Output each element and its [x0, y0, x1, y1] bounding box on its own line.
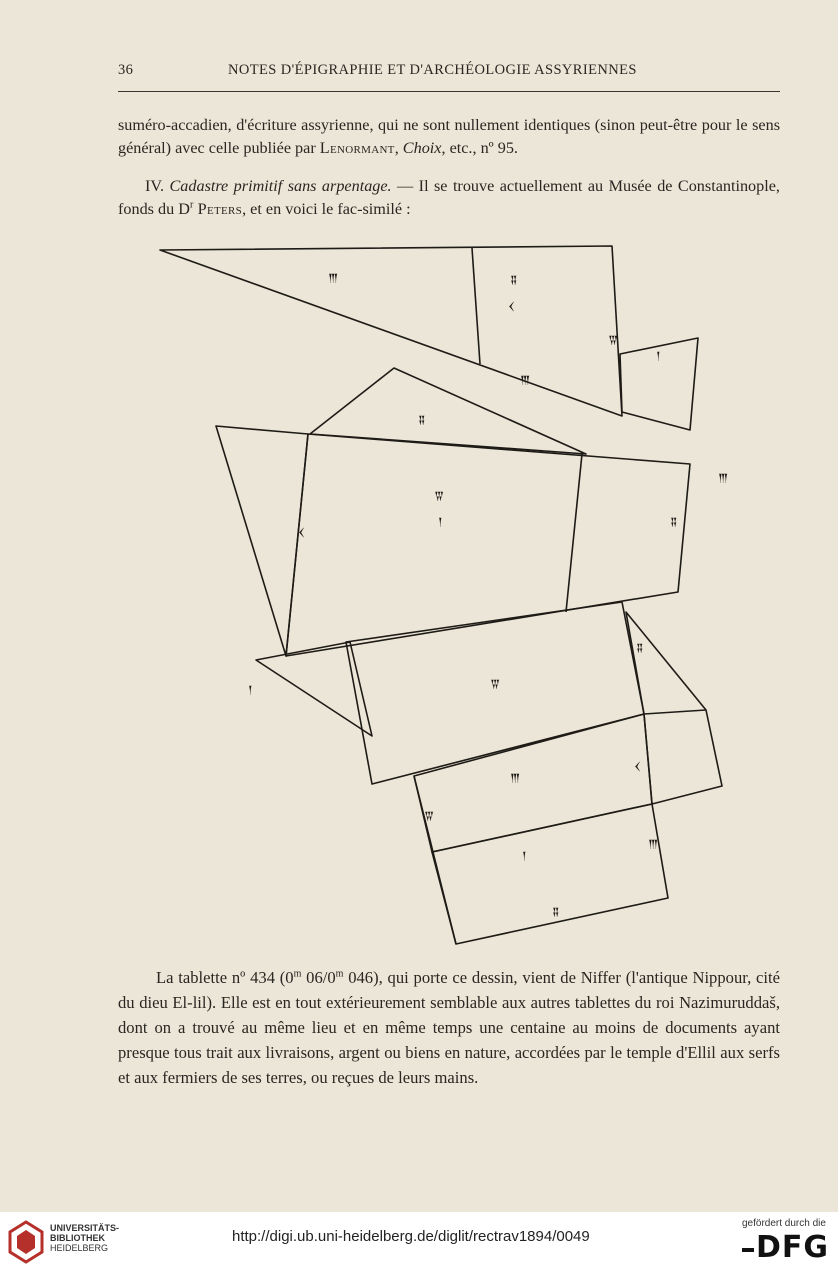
- superscript: r: [189, 199, 194, 211]
- cuneiform-mark: 𒐊: [608, 334, 619, 347]
- running-title: NOTES D'ÉPIGRAPHIE ET D'ARCHÉOLOGIE ASSYRIENNES: [228, 62, 637, 78]
- cuneiform-mark: 𒁹: [248, 684, 253, 697]
- field-lower-large: [346, 602, 644, 784]
- header-rule: [118, 91, 780, 92]
- paragraph-text: 046), qui porte ce dessin, vient de Niffer (l'antique Nippour, cité du dieu El-lil). Elle est en tout extérieurement semblable aux autres tablettes du roi Nazimuruddaš, dont on a trouvé au même lieu et en même temps une centaine au moins de documents ayant presque tous trait aux livraisons, argent ou biens en nature, accordées par le temple d'Ellil aux serfs et aux fermiers de ses terres, ou reçues de leurs mains.: [118, 968, 780, 1087]
- work-title: Choix: [402, 139, 442, 157]
- paragraph-section-iv: [118, 175, 780, 221]
- cuneiform-mark: 𒁹: [438, 516, 443, 529]
- field-left-wedge: [216, 426, 308, 656]
- paragraph-intro: [118, 114, 780, 160]
- cuneiform-mark: 𒐈: [520, 374, 531, 387]
- dfg-logo[interactable]: [742, 1231, 828, 1265]
- cuneiform-mark: 𒌋: [298, 526, 305, 539]
- field-triangle: [310, 368, 586, 454]
- cuneiform-mark: 𒐊: [424, 810, 435, 823]
- cuneiform-mark: 𒐊: [434, 490, 445, 503]
- cuneiform-mark: 𒐉: [510, 274, 518, 287]
- field-top-divider: [472, 248, 480, 364]
- person-name: Peters: [193, 200, 243, 218]
- cuneiform-mark: 𒁹: [522, 850, 527, 863]
- section-number: IV.: [145, 177, 170, 195]
- field-lower-middle: [414, 714, 652, 852]
- cuneiform-mark: 𒐈: [328, 272, 339, 285]
- university-library-logo-icon[interactable]: [8, 1220, 44, 1264]
- section-heading: Cadastre primitif sans arpentage.: [169, 177, 392, 195]
- superscript: m: [335, 968, 344, 980]
- library-line: HEIDELBERG: [50, 1243, 109, 1253]
- paragraph-text: — Il se trouve actuellement au Musée de Constantinople, fonds du D: [118, 177, 780, 218]
- cuneiform-mark: 𒐈: [718, 472, 729, 485]
- cadastre-facsimile: [150, 236, 740, 956]
- cuneiform-mark: 𒁹: [656, 350, 661, 363]
- cuneiform-mark: 𒐉: [552, 906, 560, 919]
- field-lower-right: [626, 612, 722, 804]
- cuneiform-mark: 𒐉: [670, 516, 678, 529]
- cuneiform-mark: 𒌋: [634, 760, 641, 773]
- paragraph-text: , et en voici le fac-similé :: [242, 200, 411, 218]
- paragraph-tablet: [118, 965, 780, 1090]
- funding-note: gefördert durch die: [742, 1218, 826, 1229]
- cadastre-drawing: [150, 236, 740, 956]
- dfg-logo-text: DFG: [756, 1230, 830, 1265]
- paragraph-text: suméro-accadien, d'écriture assyrienne, qui ne sont nullement identiques (sinon peut-être pour le sens général) avec celle publiée par: [118, 116, 780, 157]
- paragraph-text: , etc., nº 95.: [441, 139, 518, 157]
- field-bottom: [432, 804, 668, 944]
- field-middle-large: [286, 434, 690, 656]
- paragraph-text: 06/0: [301, 968, 336, 987]
- paragraph-text: La tablette nº 434 (0: [156, 968, 294, 987]
- library-line: UNIVERSITÄTS-: [50, 1223, 120, 1233]
- field-top-wedge: [160, 246, 622, 416]
- library-name[interactable]: [50, 1223, 130, 1253]
- permalink-url[interactable]: http://digi.ub.uni-heidelberg.de/diglit/rectrav1894/0049: [232, 1228, 590, 1245]
- field-middle-divider: [566, 454, 582, 612]
- cuneiform-mark: 𒌋: [508, 300, 515, 313]
- field-lower-right-divider: [644, 710, 706, 714]
- dfg-logo-bar-icon: [742, 1248, 754, 1252]
- cuneiform-mark: 𒐊: [490, 678, 501, 691]
- cuneiform-mark: 𒐈: [510, 772, 521, 785]
- library-line: BIBLIOTHEK: [50, 1233, 105, 1243]
- page-number: 36: [118, 62, 134, 78]
- cuneiform-mark: 𒐉: [636, 642, 644, 655]
- cuneiform-mark: 𒐈: [648, 838, 659, 851]
- author-name: Lenormant: [319, 139, 395, 157]
- cuneiform-mark: 𒐉: [418, 414, 426, 427]
- digitization-footer: [0, 1212, 838, 1271]
- superscript: m: [293, 968, 302, 980]
- field-bottom-edge-left: [414, 776, 456, 944]
- separator: ,: [394, 139, 403, 157]
- running-head: [118, 62, 778, 86]
